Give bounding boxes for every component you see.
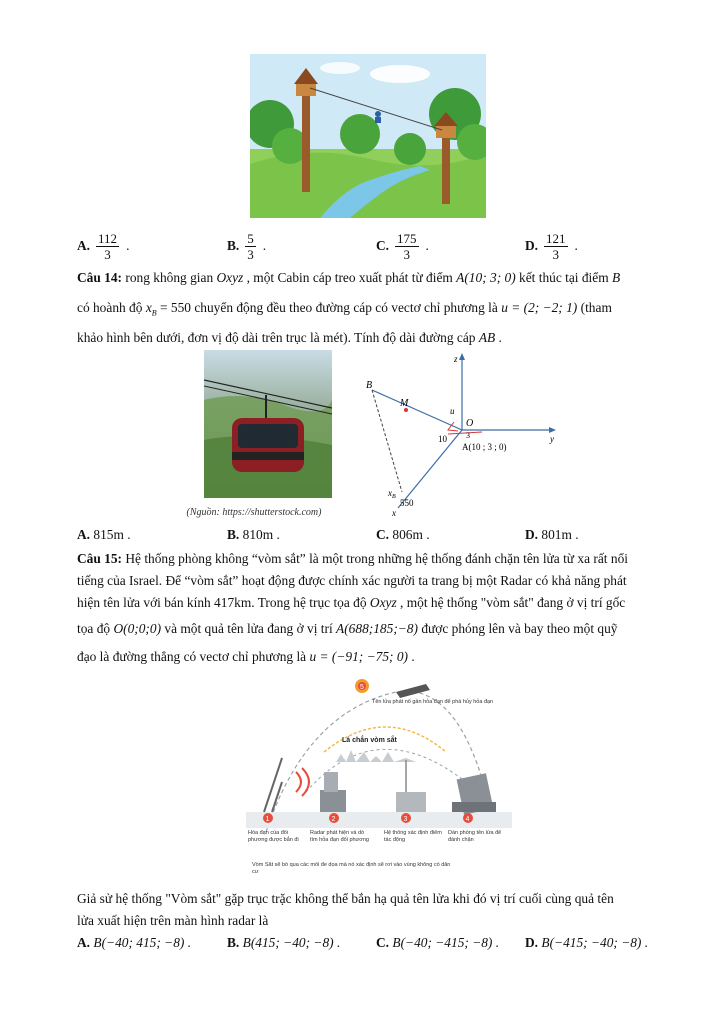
svg-text:4: 4 bbox=[465, 816, 470, 823]
q14-answer-c[interactable]: C. 806m . bbox=[376, 527, 430, 542]
q13-answer-c[interactable]: C. $\frac{175}{3}$ . bbox=[376, 230, 429, 262]
label-o: O bbox=[466, 418, 474, 429]
label-b: B bbox=[366, 380, 373, 391]
label-x: x bbox=[392, 508, 396, 518]
q13-answer-a[interactable]: A. $\frac{112}{3}$ . bbox=[77, 230, 130, 262]
question-label: Câu 14: bbox=[77, 270, 123, 285]
photo-caption: (Nguồn: https://shutterstock.com) bbox=[186, 507, 322, 518]
question-label: Câu 15: bbox=[77, 551, 123, 566]
iron-dome-infographic: 5 Tên lửa phát nổ gần hỏa đạn để phá hủy hỏa đạn Lá chắn vòm sắt 1 2 3 4 Hỏa đạn của đối phương được bắn đi Radar phát hiện và dò tìm hỏa đạn đối phương Hệ thống xác định điểm tác động Dàn phóng tên lửa để đánh chặn Vòm Sắt sẽ bỏ qua các mối đe dọa mà nó xác định sẽ rơi vào vùng không có dân cư bbox=[246, 672, 512, 884]
label-u: u bbox=[450, 406, 455, 416]
q15-answer-b[interactable]: B. B(415; −40; −8) . bbox=[227, 935, 341, 950]
q15-question-text: Câu 15: Hệ thống phòng không “vòm sắt” là một trong những hệ thống đánh chặn tên lửa từ xa rất nổi tiếng của Israel. Để “vòm sắt” hoạt động được chính xác người ta trang bị một Radar có khả năng phát hiện tên lửa với bán kính 417km. Trong hệ trục tọa độ Oxyz , một hệ thống "vòm sắt" đang ở vị trí gốc tọa độ O(0;0;0) và một quả tên lửa đang ở vị trí A(688;185;−8) được phóng lên và bay theo một quỹ đạo là đường thẳng có vectơ chỉ phương là u = (−91; −75; 0) . bbox=[77, 551, 628, 664]
answer-letter: C. bbox=[376, 238, 390, 253]
cable-car-photo bbox=[204, 350, 332, 498]
label-3: 3 bbox=[466, 431, 470, 440]
fraction: $\frac{121}{3}$ bbox=[546, 230, 566, 262]
q15-answer-c[interactable]: C. B(−40; −415; −8) . bbox=[376, 935, 500, 950]
axis-diagram bbox=[362, 350, 562, 520]
fraction: $\frac{5}{3}$ bbox=[247, 230, 254, 262]
label-y: y bbox=[550, 434, 554, 444]
svg-text:2: 2 bbox=[331, 816, 336, 823]
q15-answer-a[interactable]: A. B(−40; 415; −8) . bbox=[77, 935, 192, 950]
label-z: z bbox=[454, 354, 458, 364]
svg-text:5: 5 bbox=[360, 684, 364, 691]
zipline-illustration bbox=[250, 54, 486, 218]
answer-letter: D. bbox=[525, 238, 539, 253]
q13-answer-b[interactable]: B. $\frac{5}{3}$ . bbox=[227, 230, 267, 262]
q15-followup-text: Giả sử hệ thống "Vòm sắt" gặp trục trặc không thể bắn hạ quả tên lửa khi đó vị trí cuối cùng quả tên lửa xuất hiện trên màn hình radar là bbox=[77, 891, 614, 928]
q14-answer-b[interactable]: B. 810m . bbox=[227, 527, 280, 542]
label-xb: $x_B$ bbox=[388, 488, 396, 500]
q15-answer-d[interactable]: D. B(−415; −40; −8) . bbox=[525, 935, 649, 950]
svg-text:1: 1 bbox=[265, 816, 270, 823]
fraction: $\frac{112}{3}$ bbox=[98, 230, 118, 262]
q14-answer-a[interactable]: A. 815m . bbox=[77, 527, 131, 542]
answer-letter: A. bbox=[77, 238, 91, 253]
answer-letter: B. bbox=[227, 238, 240, 253]
q13-answer-d[interactable]: D. $\frac{121}{3}$ . bbox=[525, 230, 578, 262]
q13-answer-row bbox=[77, 226, 677, 266]
label-550: 550 bbox=[400, 498, 414, 508]
label-a: A(10 ; 3 ; 0) bbox=[462, 442, 507, 452]
fraction: $\frac{175}{3}$ bbox=[397, 230, 417, 262]
q14-answer-d[interactable]: D. 801m . bbox=[525, 527, 579, 542]
callout-text: Tên lửa phát nổ gần hỏa đạn để phá hủy hỏa đạn bbox=[372, 699, 494, 705]
label-m: M bbox=[400, 398, 409, 409]
label-10: 10 bbox=[438, 434, 447, 444]
svg-text:3: 3 bbox=[403, 816, 408, 823]
dome-label: Lá chắn vòm sắt bbox=[342, 737, 397, 744]
q14-question-text: Câu 14: rong không gian Oxyz , một Cabin cáp treo xuất phát từ điểm A(10; 3; 0) kết thúc tại điểm B có hoành độ $x_B = 550$ chuyển động đều theo đường cáp có vectơ chỉ phương là u = (2; −2; 1) (tham khảo hình bên dưới, đơn vị độ dài trên trục là mét). Tính độ dài đường cáp AB . bbox=[77, 270, 621, 345]
